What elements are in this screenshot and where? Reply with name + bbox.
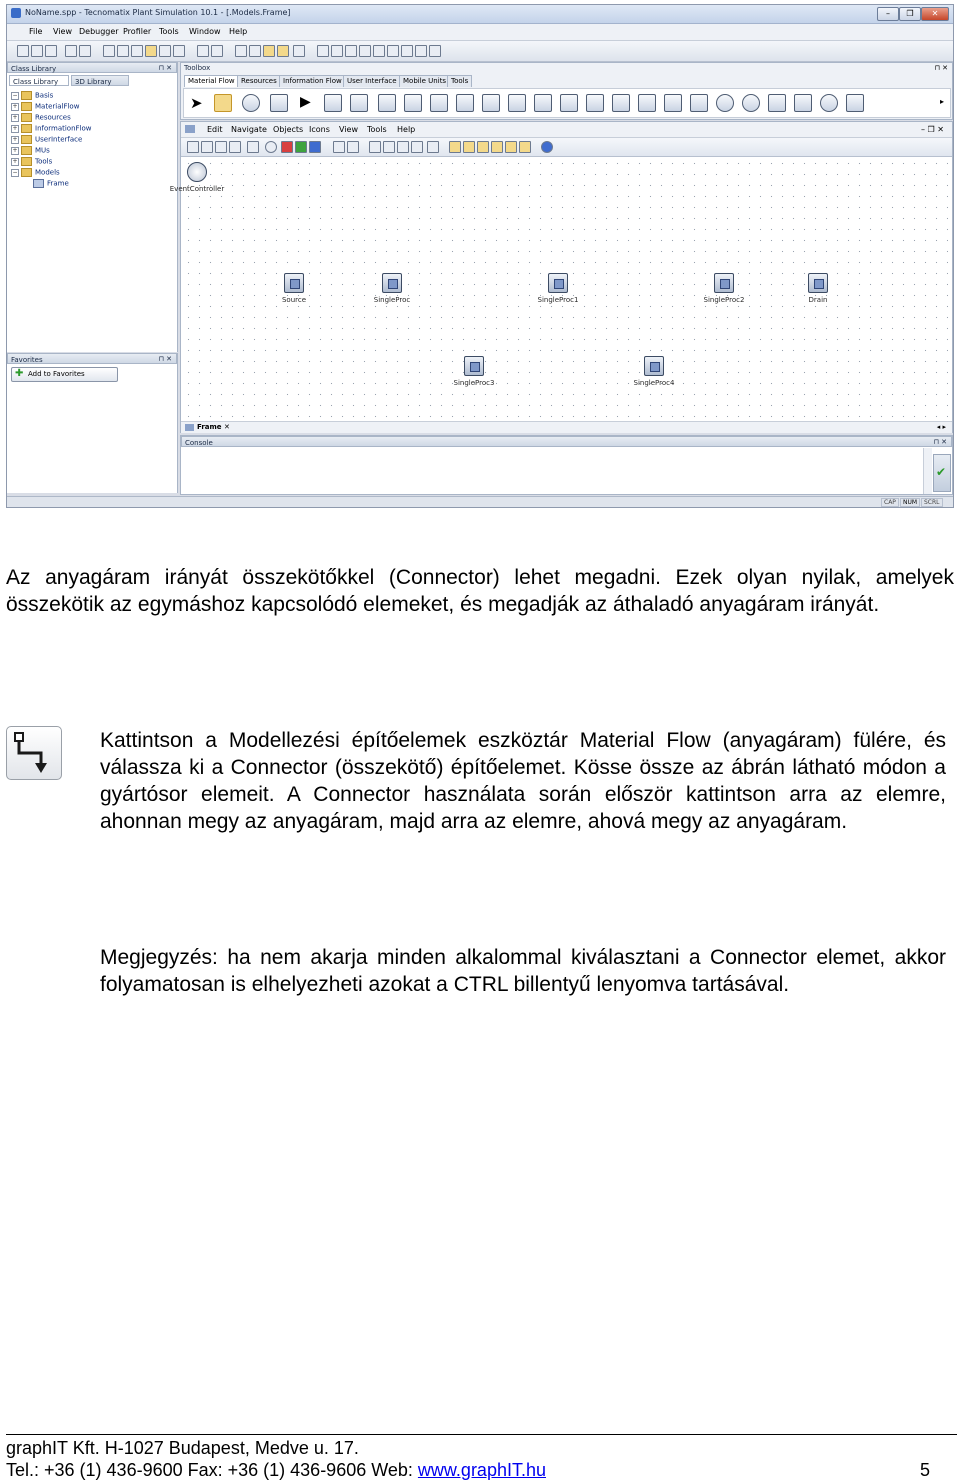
highlight-b-icon[interactable] [463, 141, 475, 153]
highlight-d-icon[interactable] [491, 141, 503, 153]
frame-cut-icon[interactable] [247, 141, 259, 153]
panel-pin-close-icon[interactable]: ⊓ ✕ [934, 64, 948, 72]
connector-tool-icon[interactable] [214, 94, 232, 112]
object-core-icon [650, 362, 660, 372]
menu-help[interactable]: Help [229, 27, 248, 36]
transfer-tool-icon[interactable] [768, 94, 786, 112]
highlight-icon[interactable] [263, 45, 275, 57]
zoom-in-icon[interactable] [369, 141, 381, 153]
object-core-icon [388, 279, 398, 289]
tree-item-informationflow[interactable]: + InformationFlow [12, 124, 92, 133]
model-object-singleproc4[interactable] [644, 356, 664, 376]
save-icon[interactable] [45, 45, 57, 57]
shop-tool-icon[interactable] [482, 94, 500, 112]
clock-icon[interactable] [197, 45, 209, 57]
footer-contact [6, 1459, 546, 1481]
store-tool-icon[interactable] [716, 94, 734, 112]
tool-h-icon[interactable] [429, 45, 441, 57]
step-icon[interactable] [309, 141, 321, 153]
delete-icon[interactable] [333, 141, 345, 153]
model-object-label: SingleProc1 [537, 296, 579, 304]
open-frame-icon[interactable] [277, 45, 289, 57]
track-tool-icon[interactable] [690, 94, 708, 112]
folder-icon [21, 157, 32, 166]
network-tool-icon[interactable] [820, 94, 838, 112]
console-panel [180, 435, 953, 495]
model-object-singleproc3[interactable] [464, 356, 484, 376]
reset-icon[interactable] [281, 141, 293, 153]
highlight-f-icon[interactable] [519, 141, 531, 153]
panel-pin-close-icon[interactable]: ⊓ ✕ [158, 64, 172, 72]
expand-icon[interactable]: + [12, 135, 18, 143]
tree-item-mus[interactable]: + MUs [12, 146, 50, 155]
menu-file[interactable]: File [29, 27, 43, 36]
help-icon[interactable] [211, 45, 223, 57]
tab-scroll-icon[interactable]: ◂ ▸ [936, 423, 946, 431]
frame-menu-tools[interactable]: Tools [367, 125, 387, 134]
main-toolbar [7, 41, 953, 62]
open-icon[interactable] [31, 45, 43, 57]
tool-a-icon[interactable] [331, 45, 343, 57]
favorites-panel [7, 353, 178, 493]
turnplate-tool-icon[interactable] [664, 94, 682, 112]
menu-view[interactable]: View [53, 27, 72, 36]
menu-window[interactable]: Window [189, 27, 221, 36]
page-number: 5 [920, 1460, 931, 1480]
menu-tools[interactable]: Tools [159, 27, 179, 36]
tab-resources[interactable]: Resources [237, 75, 281, 87]
plus-icon: ✚ [15, 368, 24, 379]
tool-b-icon[interactable] [345, 45, 357, 57]
folder-icon [21, 91, 32, 100]
console-icon[interactable] [131, 45, 143, 57]
frame-icon [33, 179, 44, 188]
attributes-icon[interactable] [173, 45, 185, 57]
frame-tab-icon [185, 424, 194, 431]
expand-icon[interactable]: + [12, 102, 18, 110]
source-tool-icon[interactable] [324, 94, 342, 112]
console-check-button[interactable] [933, 454, 951, 492]
add-to-favorites-button[interactable]: ✚ Add to Favorites [11, 367, 118, 382]
sorter-tool-icon[interactable] [534, 94, 552, 112]
favorites-header [7, 353, 177, 364]
class-library-panel [7, 62, 178, 352]
folder-icon [21, 102, 32, 111]
dismantle-tool-icon[interactable] [456, 94, 474, 112]
frame-open-icon[interactable] [201, 141, 213, 153]
expand-icon[interactable]: + [12, 113, 18, 121]
scroll-right-icon[interactable]: ▸ [940, 97, 945, 106]
paragraph-connector-instructions: Kattintson a Modellezési építőelemek eszköztár Material Flow (anyagáram) fülére, és válassza ki a Connector (összekötő) építőelemet. Kösse össze az ábrán látható módon a gyártósor elemeit. A Connector használata során először kattintson arra az elemre, ahonnan megy az anyagáram, majd arra az elemre, ahová megy az anyagáram. [100, 729, 946, 833]
folder-icon [21, 146, 32, 155]
tree-item-materialflow[interactable]: + MaterialFlow [12, 102, 80, 111]
frame-new-icon[interactable] [187, 141, 199, 153]
toolbox-icon[interactable] [117, 45, 129, 57]
tool-d-icon[interactable] [373, 45, 385, 57]
tab-class-library[interactable]: Class Library [9, 75, 69, 86]
menu-bar [7, 24, 953, 41]
collapse-icon[interactable]: − [12, 168, 18, 176]
tab-frame[interactable]: Frame ✕ [185, 422, 230, 433]
hierarchy-tool-icon[interactable] [846, 94, 864, 112]
favorites-icon[interactable] [145, 45, 157, 57]
paragraph-connector-intro: Az anyagáram irányát összekötőkkel (Connector) lehet megadni. Ezek olyan nyilak, amelyek összekötik az egymáshoz kapcsolódó elemeket, és megadják az áthaladó anyagáram irányát. [6, 566, 954, 616]
favorites-title: Favorites [11, 356, 43, 364]
cycle-tool-icon[interactable] [560, 94, 578, 112]
tree-item-resources[interactable]: + Resources [12, 113, 71, 122]
frame-help-icon[interactable] [541, 141, 553, 153]
pen-icon[interactable] [427, 141, 439, 153]
frame-tab-bar [181, 421, 952, 433]
model-object-drain[interactable] [808, 273, 828, 293]
parallelproc-tool-icon[interactable] [404, 94, 422, 112]
model-object-source[interactable] [284, 273, 304, 293]
tab-tools[interactable]: Tools [447, 75, 472, 87]
toolbox-tool-row [183, 88, 951, 118]
buffer-tool-icon[interactable] [508, 94, 526, 112]
paragraph-note: Megjegyzés: ha nem akarja minden alkalommal kiválasztani a Connector elemet, akkor folyamatosan is elhelyezheti azokat a CTRL billentyű lenyomva tartásával. [100, 946, 946, 996]
frame-menu-help[interactable]: Help [397, 125, 416, 134]
line-tool-icon[interactable] [586, 94, 604, 112]
object-core-icon [290, 279, 300, 289]
object-core-icon [814, 279, 824, 289]
frame-menu-edit[interactable]: Edit [207, 125, 223, 134]
tree-item-models[interactable]: − Models [12, 168, 60, 177]
close-tab-icon[interactable]: ✕ [224, 423, 230, 431]
print-icon[interactable] [79, 45, 91, 57]
model-object-label: Source [281, 296, 307, 304]
event-debugger-icon[interactable] [249, 45, 261, 57]
panel-pin-close-icon[interactable]: ⊓ ✕ [933, 438, 947, 446]
frame-menu-bar [181, 122, 952, 138]
console-scrollbar[interactable] [923, 448, 932, 494]
connector-arrow-icon [7, 727, 61, 779]
tool-g-icon[interactable] [415, 45, 427, 57]
class-library-icon[interactable] [103, 45, 115, 57]
model-object-label: SingleProc [373, 296, 411, 304]
footer-web-link[interactable]: www.graphIT.hu [417, 1460, 546, 1480]
model-object-eventcontroller[interactable] [187, 162, 207, 182]
frame-save-icon[interactable] [215, 141, 227, 153]
footer-divider [6, 1434, 957, 1435]
model-object-singleproc2[interactable] [714, 273, 734, 293]
tab-information-flow[interactable]: Information Flow [279, 75, 346, 87]
expand-icon[interactable]: + [12, 157, 18, 165]
model-object-singleproc[interactable] [382, 273, 402, 293]
model-object-label: Drain [808, 296, 828, 304]
expand-icon[interactable]: + [12, 146, 18, 154]
zoom-out-icon[interactable] [383, 141, 395, 153]
console-title: Console [185, 439, 213, 447]
console-header [181, 436, 952, 447]
conveyor-tool-icon[interactable] [742, 94, 760, 112]
app-screenshot [6, 4, 954, 508]
singleproc-tool-icon[interactable] [378, 94, 396, 112]
app-icon [11, 8, 21, 18]
interface-tool-icon[interactable]: ▶ [300, 94, 311, 110]
frame-canvas[interactable] [169, 158, 948, 420]
object-core-icon [720, 279, 730, 289]
class-library-title: Class Library [11, 65, 57, 73]
window-title: NoName.spp - Tecnomatix Plant Simulation 10.1 - [.Models.Frame] [25, 8, 291, 17]
menu-debugger[interactable]: Debugger [79, 27, 119, 36]
zoom-fit-icon[interactable] [397, 141, 409, 153]
checkmark-icon: ✔ [936, 465, 947, 479]
highlight-a-icon[interactable] [449, 141, 461, 153]
turntable-tool-icon[interactable] [638, 94, 656, 112]
assembly-tool-icon[interactable] [430, 94, 448, 112]
frame-toolbar [181, 138, 952, 157]
flow-tool-icon[interactable] [794, 94, 812, 112]
model-object-label: SingleProc3 [453, 379, 495, 387]
structure-icon[interactable] [159, 45, 171, 57]
frame-clock-icon[interactable] [265, 141, 277, 153]
status-bar [7, 496, 953, 508]
tool-e-icon[interactable] [387, 45, 399, 57]
tool-c-icon[interactable] [359, 45, 371, 57]
tree-item-frame[interactable]: Frame [33, 179, 69, 188]
frame-window [169, 121, 953, 433]
connector-icon [6, 726, 62, 780]
status-cap: CAP [881, 498, 899, 507]
framelink-tool-icon[interactable] [270, 94, 288, 112]
frame-print-icon[interactable] [229, 141, 241, 153]
panel-pin-close-icon[interactable]: ⊓ ✕ [158, 355, 172, 363]
frame-icon [185, 125, 195, 133]
tab-3d-library[interactable]: 3D Library [71, 75, 129, 86]
3d-icon[interactable] [293, 45, 305, 57]
tab-material-flow[interactable]: Material Flow [184, 75, 239, 87]
menu-profiler[interactable]: Profiler [123, 27, 152, 36]
angularconverter-tool-icon[interactable] [612, 94, 630, 112]
highlight-e-icon[interactable] [505, 141, 517, 153]
footer-tel-fax: Tel.: +36 (1) 436-9600 Fax: +36 (1) 436-9606 Web: [6, 1460, 418, 1480]
save-all-icon[interactable] [65, 45, 77, 57]
frame-menu-icons[interactable]: Icons [309, 125, 330, 134]
minimize-button[interactable]: – [877, 7, 899, 21]
eventcontroller-tool-icon[interactable] [242, 94, 260, 112]
collapse-icon[interactable]: − [12, 91, 18, 99]
maximize-button[interactable]: ❐ [899, 7, 921, 21]
model-object-label: SingleProc2 [703, 296, 745, 304]
settings-icon[interactable] [235, 45, 247, 57]
status-num: NUM [900, 498, 920, 507]
highlight-c-icon[interactable] [477, 141, 489, 153]
footer-company: graphIT Kft. H-1027 Budapest, Medve u. 17. [6, 1438, 359, 1458]
new-icon[interactable] [17, 45, 29, 57]
frame-menu-view[interactable]: View [339, 125, 358, 134]
frame-menu-objects[interactable]: Objects [273, 125, 304, 134]
brush-icon[interactable] [347, 141, 359, 153]
start-icon[interactable] [295, 141, 307, 153]
model-object-label: SingleProc4 [633, 379, 675, 387]
status-scrl: SCRL [921, 498, 943, 507]
drain-tool-icon[interactable] [350, 94, 368, 112]
folder-icon [21, 113, 32, 122]
frame-window-controls-icon[interactable]: – ❐ ✕ [921, 125, 944, 134]
model-object-label: EventController [169, 185, 225, 193]
object-core-icon [470, 362, 480, 372]
tab-mobile-units[interactable]: Mobile Units [399, 75, 450, 87]
close-button[interactable]: ✕ [921, 7, 949, 21]
folder-icon [21, 168, 32, 177]
class-library-header [7, 62, 177, 73]
tree-item-userinterface[interactable]: + UserInterface [12, 135, 83, 144]
title-bar [7, 5, 953, 24]
tree-item-basis[interactable]: − Basis [12, 91, 54, 100]
toolbox-panel [180, 62, 953, 120]
tree-item-tools[interactable]: + Tools [12, 157, 53, 166]
zoom-reset-icon[interactable] [411, 141, 423, 153]
object-core-icon [554, 279, 564, 289]
tool-f-icon[interactable] [401, 45, 413, 57]
folder-icon [21, 124, 32, 133]
model-object-singleproc1[interactable] [548, 273, 568, 293]
network-icon[interactable] [317, 45, 329, 57]
frame-menu-navigate[interactable]: Navigate [231, 125, 267, 134]
pointer-icon[interactable]: ➤ [190, 94, 203, 112]
expand-icon[interactable]: + [12, 124, 18, 132]
toolbox-title: Toolbox [184, 64, 211, 72]
tab-user-interface[interactable]: User Interface [343, 75, 401, 87]
folder-icon [21, 135, 32, 144]
